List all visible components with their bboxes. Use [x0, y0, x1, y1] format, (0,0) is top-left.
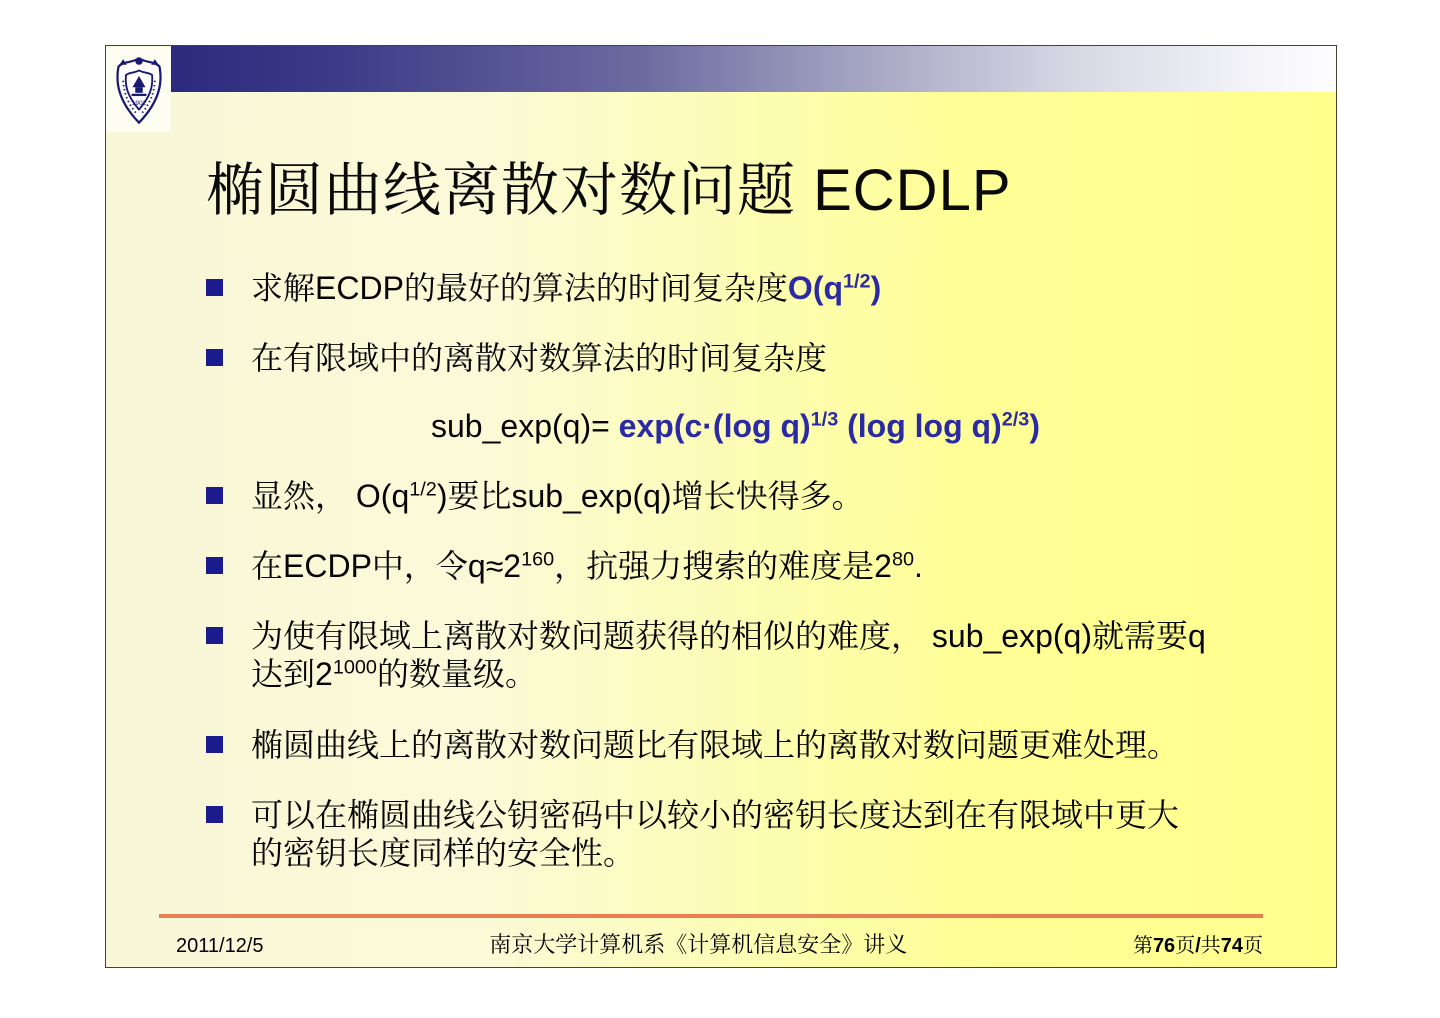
slide-title: 椭圆曲线离散对数问题 ECDLP [206, 158, 1012, 223]
svg-text:1902: 1902 [131, 99, 146, 107]
bullet-text: 在ECDP中，令$q\approx 2^{160}$，抗强力搜索的难度是$2^{80}$. [251, 548, 923, 584]
university-seal-icon [111, 52, 167, 128]
bullet-item [206, 477, 864, 515]
formula-text: sub_exp(q)= exp(c·(log q)$^{1/3}$ (log log q)$^{2/3}$) [431, 408, 1040, 444]
bullet-text: 可以在椭圆曲线公钥密码中以较小的密钥长度达到在有限域中更大的密钥长度同样的安全性。 [251, 797, 1180, 871]
bullet-text: 显然， $O(q^{1/2})$要比sub_exp(q)增长快得多。 [251, 478, 864, 514]
footer-course-title: 南京大学计算机系《计算机信息安全》讲义 [489, 932, 908, 957]
bullet-item [206, 726, 1179, 764]
formula-line [431, 407, 1040, 445]
footer [159, 928, 1263, 959]
bullet-item [206, 796, 1206, 872]
bullet-marker [206, 557, 223, 574]
bullet-marker [206, 349, 223, 366]
bullet-item [206, 547, 923, 585]
logo-box [106, 47, 171, 132]
bullet-marker [206, 806, 223, 823]
bullet-text: 在有限域中的离散对数算法的时间复杂度 [251, 340, 828, 376]
footer-date: 2011/12/5 [176, 935, 264, 957]
bullet-text: 椭圆曲线上的离散对数问题比有限域上的离散对数问题更难处理。 [251, 727, 1180, 763]
title-gradient-bar [171, 46, 1336, 92]
slide [105, 45, 1337, 968]
bullet-text: 求解ECDP的最好的算法的时间复杂度$O(q^{1/2})$ [251, 270, 882, 306]
footer-page-indicator: 第76页/共74页 [1132, 935, 1263, 957]
bullet-marker [206, 279, 223, 296]
footer-divider-line [159, 914, 1263, 918]
bullet-marker [206, 487, 223, 504]
bullet-item [206, 617, 1206, 693]
bullet-marker [206, 736, 223, 753]
bullet-item [206, 269, 881, 307]
bullet-text: 为使有限域上离散对数问题获得的相似的难度， sub_exp(q)就需要q达到$2^{1000}$的数量级。 [251, 618, 1206, 692]
bullet-item [206, 339, 827, 377]
bullet-marker [206, 627, 223, 644]
